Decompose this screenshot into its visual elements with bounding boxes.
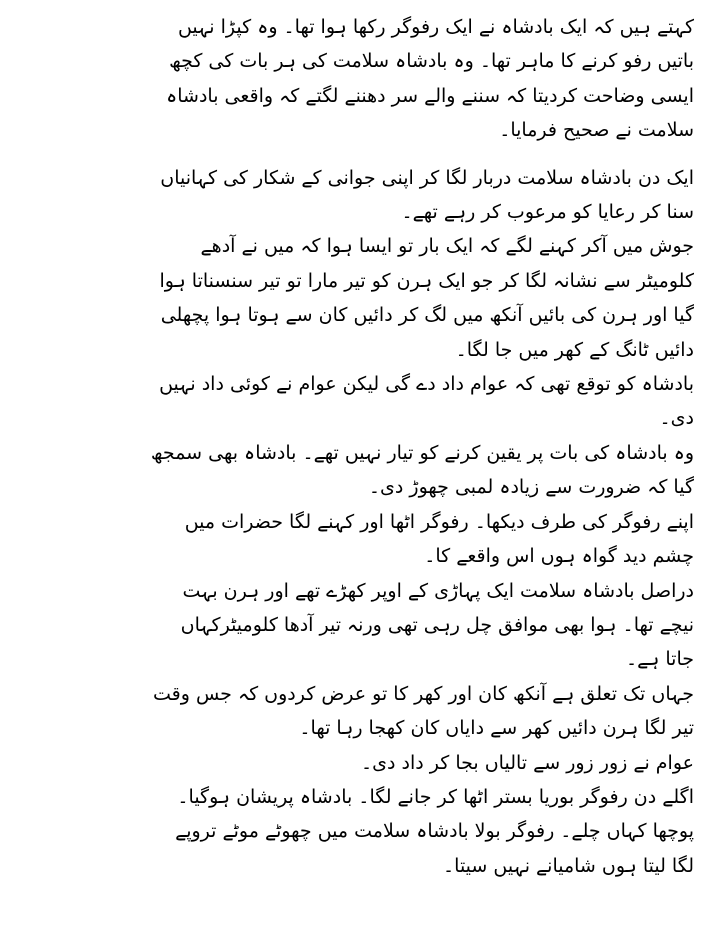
text-line: سلامت نے صحیح فرمایا۔ [499, 119, 694, 142]
text-line: کہتے ہیں کہ ایک بادشاہ نے ایک رفوگر رکھا ہوا تھا۔ وہ کپڑا نہیں [177, 16, 694, 38]
text-line: دراصل بادشاہ سلامت ایک پہاڑی کے اوپر کھڑے تھے اور ہرن بہت [182, 579, 694, 602]
text-line: دائیں ٹانگ کے کھر میں جا لگا۔ [455, 338, 694, 361]
paragraph-intro [20, 10, 694, 148]
text-line: گیا کہ ضرورت سے زیادہ لمبی چھوڑ دی۔ [368, 476, 694, 499]
paragraph-story [20, 161, 694, 884]
text-line: پوچھا کہاں چلے۔ رفوگر بولا بادشاہ سلامت میں چھوٹے موٹے تروپے [175, 820, 694, 843]
text-line: لگا لیتا ہوں شامیانے نہیں سیتا۔ [443, 854, 694, 877]
text-line: ایسی وضاحت کردیتا کہ سننے والے سر دھننے لگتے کہ واقعی بادشاہ [166, 84, 694, 107]
text-line: ایک دن بادشاہ سلامت دربار لگا کر اپنی جوانی کے شکار کی کہانیاں [160, 166, 694, 189]
text-line: جوش میں آکر کہنے لگے کہ ایک بار تو ایسا ہوا کہ میں نے آدھے [200, 235, 694, 258]
paragraph-gap [20, 148, 694, 161]
text-line: سنا کر رعایا کو مرعوب کر رہے تھے۔ [401, 201, 694, 224]
text-line: اگلے دن رفوگر بوریا بستر اٹھا کر جانے لگا۔ بادشاہ پریشان ہوگیا۔ [177, 785, 694, 808]
text-line: تیر لگا ہرن دائیں کھر سے دایاں کان کھجا رہا تھا۔ [299, 717, 694, 740]
text-line: جاتا ہے۔ [625, 648, 694, 671]
text-line: جہاں تک تعلق ہے آنکھ کان اور کھر کا تو عرض کردوں کہ جس وقت [153, 682, 694, 705]
text-line: عوام نے زور زور سے تالیاں بجا کر داد دی۔ [361, 751, 694, 774]
text-line: کلومیٹر سے نشانہ لگا کر جو ایک ہرن کو تیر مارا تو تیر سنسناتا ہوا [159, 269, 694, 292]
text-line: چشم دید گواہ ہوں اس واقعے کا۔ [424, 545, 694, 568]
text-line: باتیں رفو کرنے کا ماہر تھا۔ وہ بادشاہ سلامت کی ہر بات کی کچھ [169, 50, 694, 73]
text-line: دی۔ [659, 407, 694, 430]
text-line: گیا اور ہرن کی بائیں آنکھ میں لگ کر دائیں کان سے ہوتا ہوا پچھلی [160, 304, 694, 327]
text-line: اپنے رفوگر کی طرف دیکھا۔ رفوگر اٹھا اور کہنے لگا حضرات میں [184, 510, 694, 533]
text-line: وہ بادشاہ کی بات پر یقین کرنے کو تیار نہیں تھے۔ بادشاہ بھی سمجھ [150, 441, 694, 464]
text-line: بادشاہ کو توقع تھی کہ عوام داد دے گی لیکن عوام نے کوئی داد نہیں [159, 373, 694, 396]
text-line: نیچے تھا۔ ہوا بھی موافق چل رہی تھی ورنہ تیر آدھا کلومیٹرکہاں [180, 613, 694, 636]
